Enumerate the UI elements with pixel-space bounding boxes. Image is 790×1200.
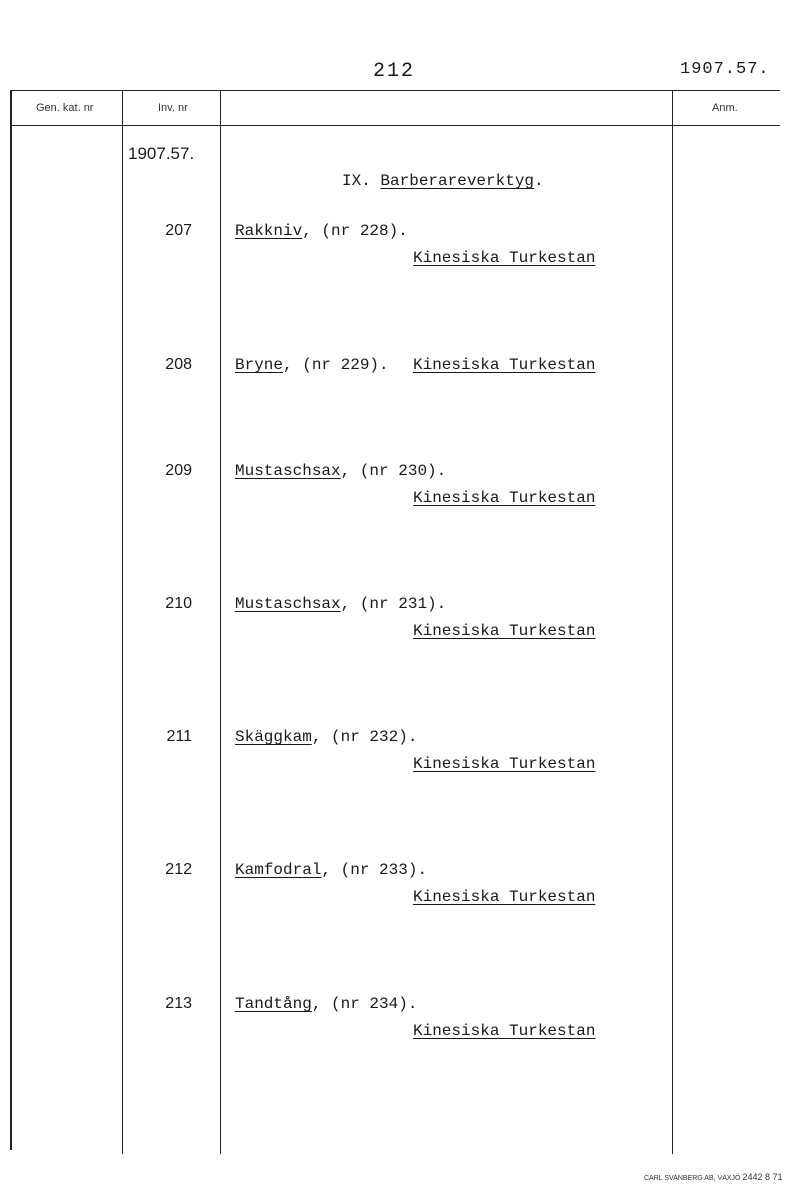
left-border [10, 90, 12, 1150]
object-location: Kinesiska Turkestan [413, 755, 596, 773]
object-location: Kinesiska Turkestan [413, 356, 596, 374]
inv-number: 207 [165, 222, 192, 239]
object-name-line [235, 356, 398, 374]
inv-number: 212 [165, 861, 192, 878]
object-name: Tandtång [235, 995, 312, 1013]
table-header-rule [10, 125, 780, 126]
object-ref: , (nr 229). [283, 356, 399, 374]
inv-number: 209 [165, 462, 192, 479]
object-name-line [235, 462, 446, 480]
object-ref: , (nr 228). [302, 222, 408, 240]
inv-number: 213 [165, 995, 192, 1012]
section-title: IX. Barberareverktyg. [342, 172, 544, 190]
object-location: Kinesiska Turkestan [413, 622, 596, 640]
printer-name: CARL SVANBERG AB, VÄXJÖ [644, 1175, 741, 1182]
object-name-line [235, 222, 408, 240]
page-number: 212 [373, 60, 416, 83]
body-accession-number: 1907.57. [128, 144, 195, 163]
object-name: Kamfodral [235, 861, 322, 879]
anm-column-divider [672, 90, 673, 1154]
printer-imprint [644, 1172, 782, 1182]
object-location: Kinesiska Turkestan [413, 489, 596, 507]
object-name-line [235, 995, 417, 1013]
object-ref: , (nr 230). [340, 462, 447, 480]
column-header-gen-kat-nr: Gen. kat. nr [36, 102, 94, 114]
form-code: 2442 8 71 [742, 1172, 783, 1182]
object-ref: , (nr 233). [321, 861, 428, 879]
object-location: Kinesiska Turkestan [413, 249, 596, 267]
accession-number-header: 1907.57. [680, 60, 770, 79]
column-header-inv-nr: Inv. nr [158, 102, 188, 114]
inv-number: 208 [165, 356, 192, 373]
object-location: Kinesiska Turkestan [413, 1022, 596, 1040]
object-ref: , (nr 231). [340, 595, 447, 613]
object-name: Mustaschsax [235, 462, 341, 480]
object-name-line [235, 595, 446, 613]
object-name-line [235, 728, 417, 746]
inv-number: 211 [166, 728, 192, 745]
inv-number: 210 [165, 595, 192, 612]
object-name-line [235, 861, 427, 879]
section-title-main: Barberareverktyg [380, 172, 535, 190]
section-title-prefix: IX. [342, 172, 381, 190]
inv-column-divider [220, 90, 221, 1154]
table-top-rule [10, 90, 780, 91]
gen-kat-column-divider [122, 90, 123, 1154]
object-name: Skäggkam [235, 728, 312, 746]
object-name: Mustaschsax [235, 595, 341, 613]
object-name: Bryne [235, 356, 284, 374]
object-ref: , (nr 234). [311, 995, 418, 1013]
object-ref: , (nr 232). [311, 728, 418, 746]
object-location: Kinesiska Turkestan [413, 888, 596, 906]
column-header-anm: Anm. [712, 102, 738, 114]
object-name: Rakkniv [235, 222, 303, 240]
